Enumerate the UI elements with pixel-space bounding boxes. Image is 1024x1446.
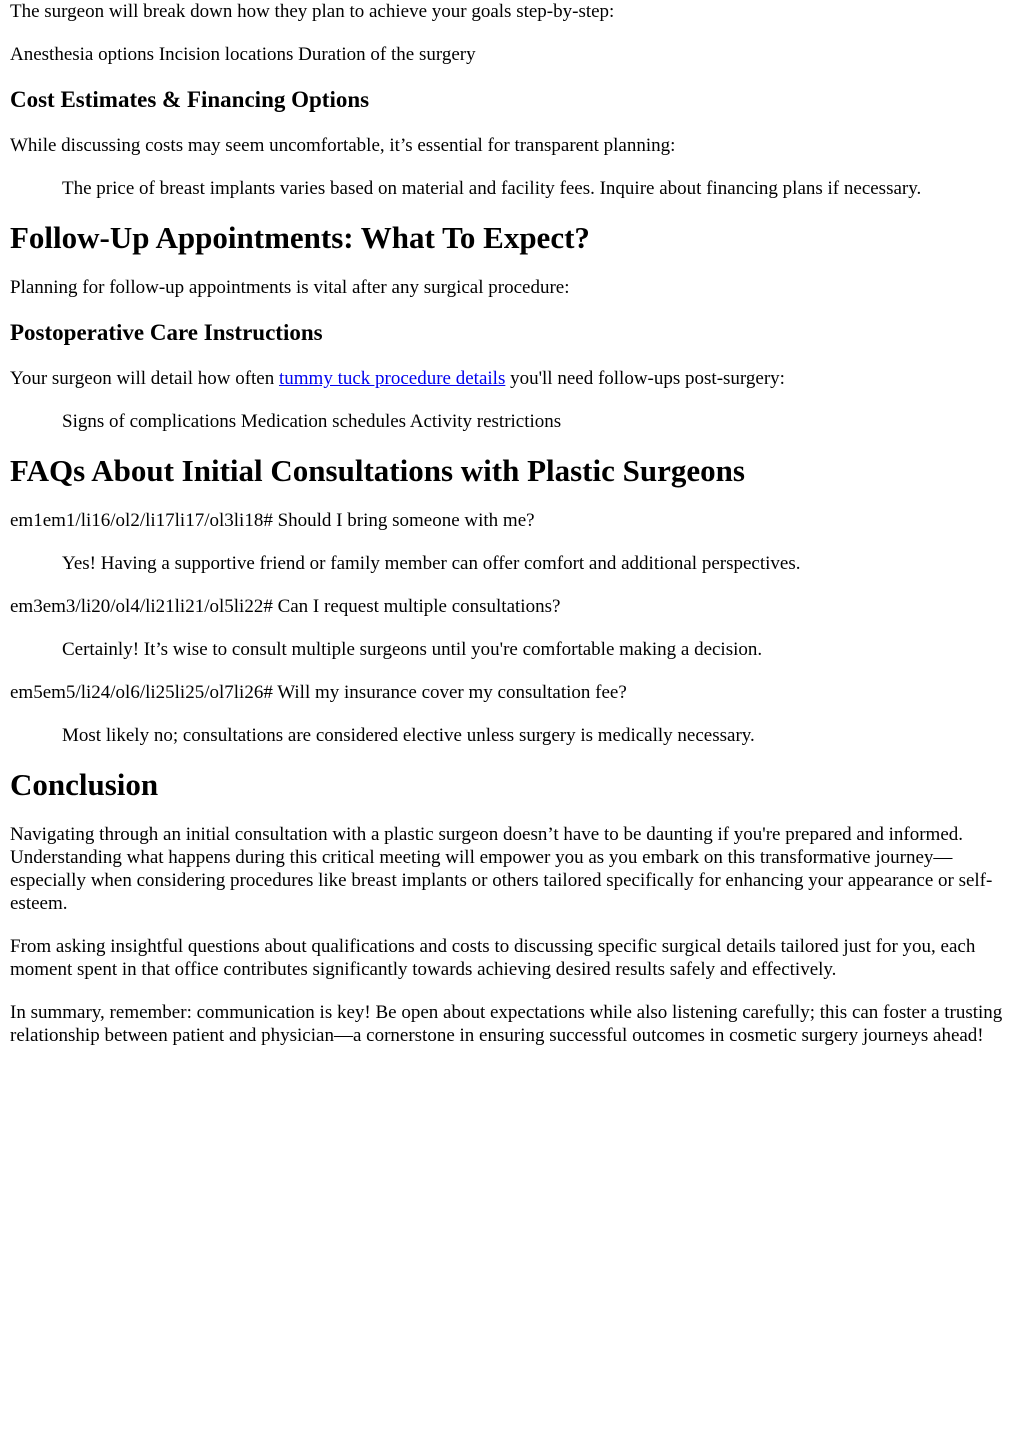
followup-text-after-link: you'll need follow-ups post-surgery:	[505, 368, 785, 389]
followup-detail-paragraph	[10, 367, 1014, 390]
faqs-heading: FAQs About Initial Consultations with Plastic Surgeons	[10, 453, 745, 488]
conclusion-paragraph-2: From asking insightful questions about qualifications and costs to discussing specific surgical details tailored just for you, each moment spent in that office contributes significantly towards achieving desired results safely and effectively.	[10, 936, 976, 980]
faq-question-3: em5em5/li24/ol6/li25li25/ol7li26# Will my insurance cover my consultation fee?	[10, 682, 627, 703]
faq-answer-3: Most likely no; consultations are considered elective unless surgery is medically necessary.	[62, 725, 755, 746]
postop-care-heading: Postoperative Care Instructions	[10, 320, 323, 345]
cost-heading: Cost Estimates & Financing Options	[10, 87, 370, 112]
conclusion-paragraph-3: In summary, remember: communication is key! Be open about expectations while also listening carefully; this can foster a trusting relationship between patient and physician—a cornerstone in ensuring successful outcomes in cosmetic surgery journeys ahead!	[10, 1002, 1003, 1046]
faq-answer-2: Certainly! It’s wise to consult multiple surgeons until you're comfortable making a decision.	[62, 639, 763, 660]
cost-detail-text: The price of breast implants varies based on material and facility fees. Inquire about financing plans if necessary.	[62, 178, 922, 199]
breakdown-list-text: Anesthesia options Incision locations Duration of the surgery	[10, 44, 476, 65]
faq-question-1: em1em1/li16/ol2/li17li17/ol3li18# Should I bring someone with me?	[10, 510, 535, 531]
cost-intro-text: While discussing costs may seem uncomfortable, it’s essential for transparent planning:	[10, 135, 676, 156]
faq-answer-1: Yes! Having a supportive friend or family member can offer comfort and additional perspectives.	[62, 553, 801, 574]
followup-list-text: Signs of complications Medication schedules Activity restrictions	[62, 411, 562, 432]
breakdown-intro-text: The surgeon will break down how they plan to achieve your goals step-by-step:	[10, 1, 615, 22]
followup-intro-text: Planning for follow-up appointments is vital after any surgical procedure:	[10, 277, 570, 298]
followup-heading: Follow-Up Appointments: What To Expect?	[10, 220, 590, 255]
faq-question-2: em3em3/li20/ol4/li21li21/ol5li22# Can I request multiple consultations?	[10, 596, 561, 617]
conclusion-heading: Conclusion	[10, 767, 159, 802]
conclusion-paragraph-1: Navigating through an initial consultation with a plastic surgeon doesn’t have to be daunting if you're prepared and informed. Understanding what happens during this critical meeting will empower you as you embark on this transformative journey—especially when considering procedures like breast implants or others tailored specifically for enhancing your appearance or self-esteem.	[10, 824, 993, 914]
followup-text-before-link: Your surgeon will detail how often	[10, 368, 279, 389]
tummy-tuck-link[interactable]: tummy tuck procedure details	[278, 368, 506, 389]
